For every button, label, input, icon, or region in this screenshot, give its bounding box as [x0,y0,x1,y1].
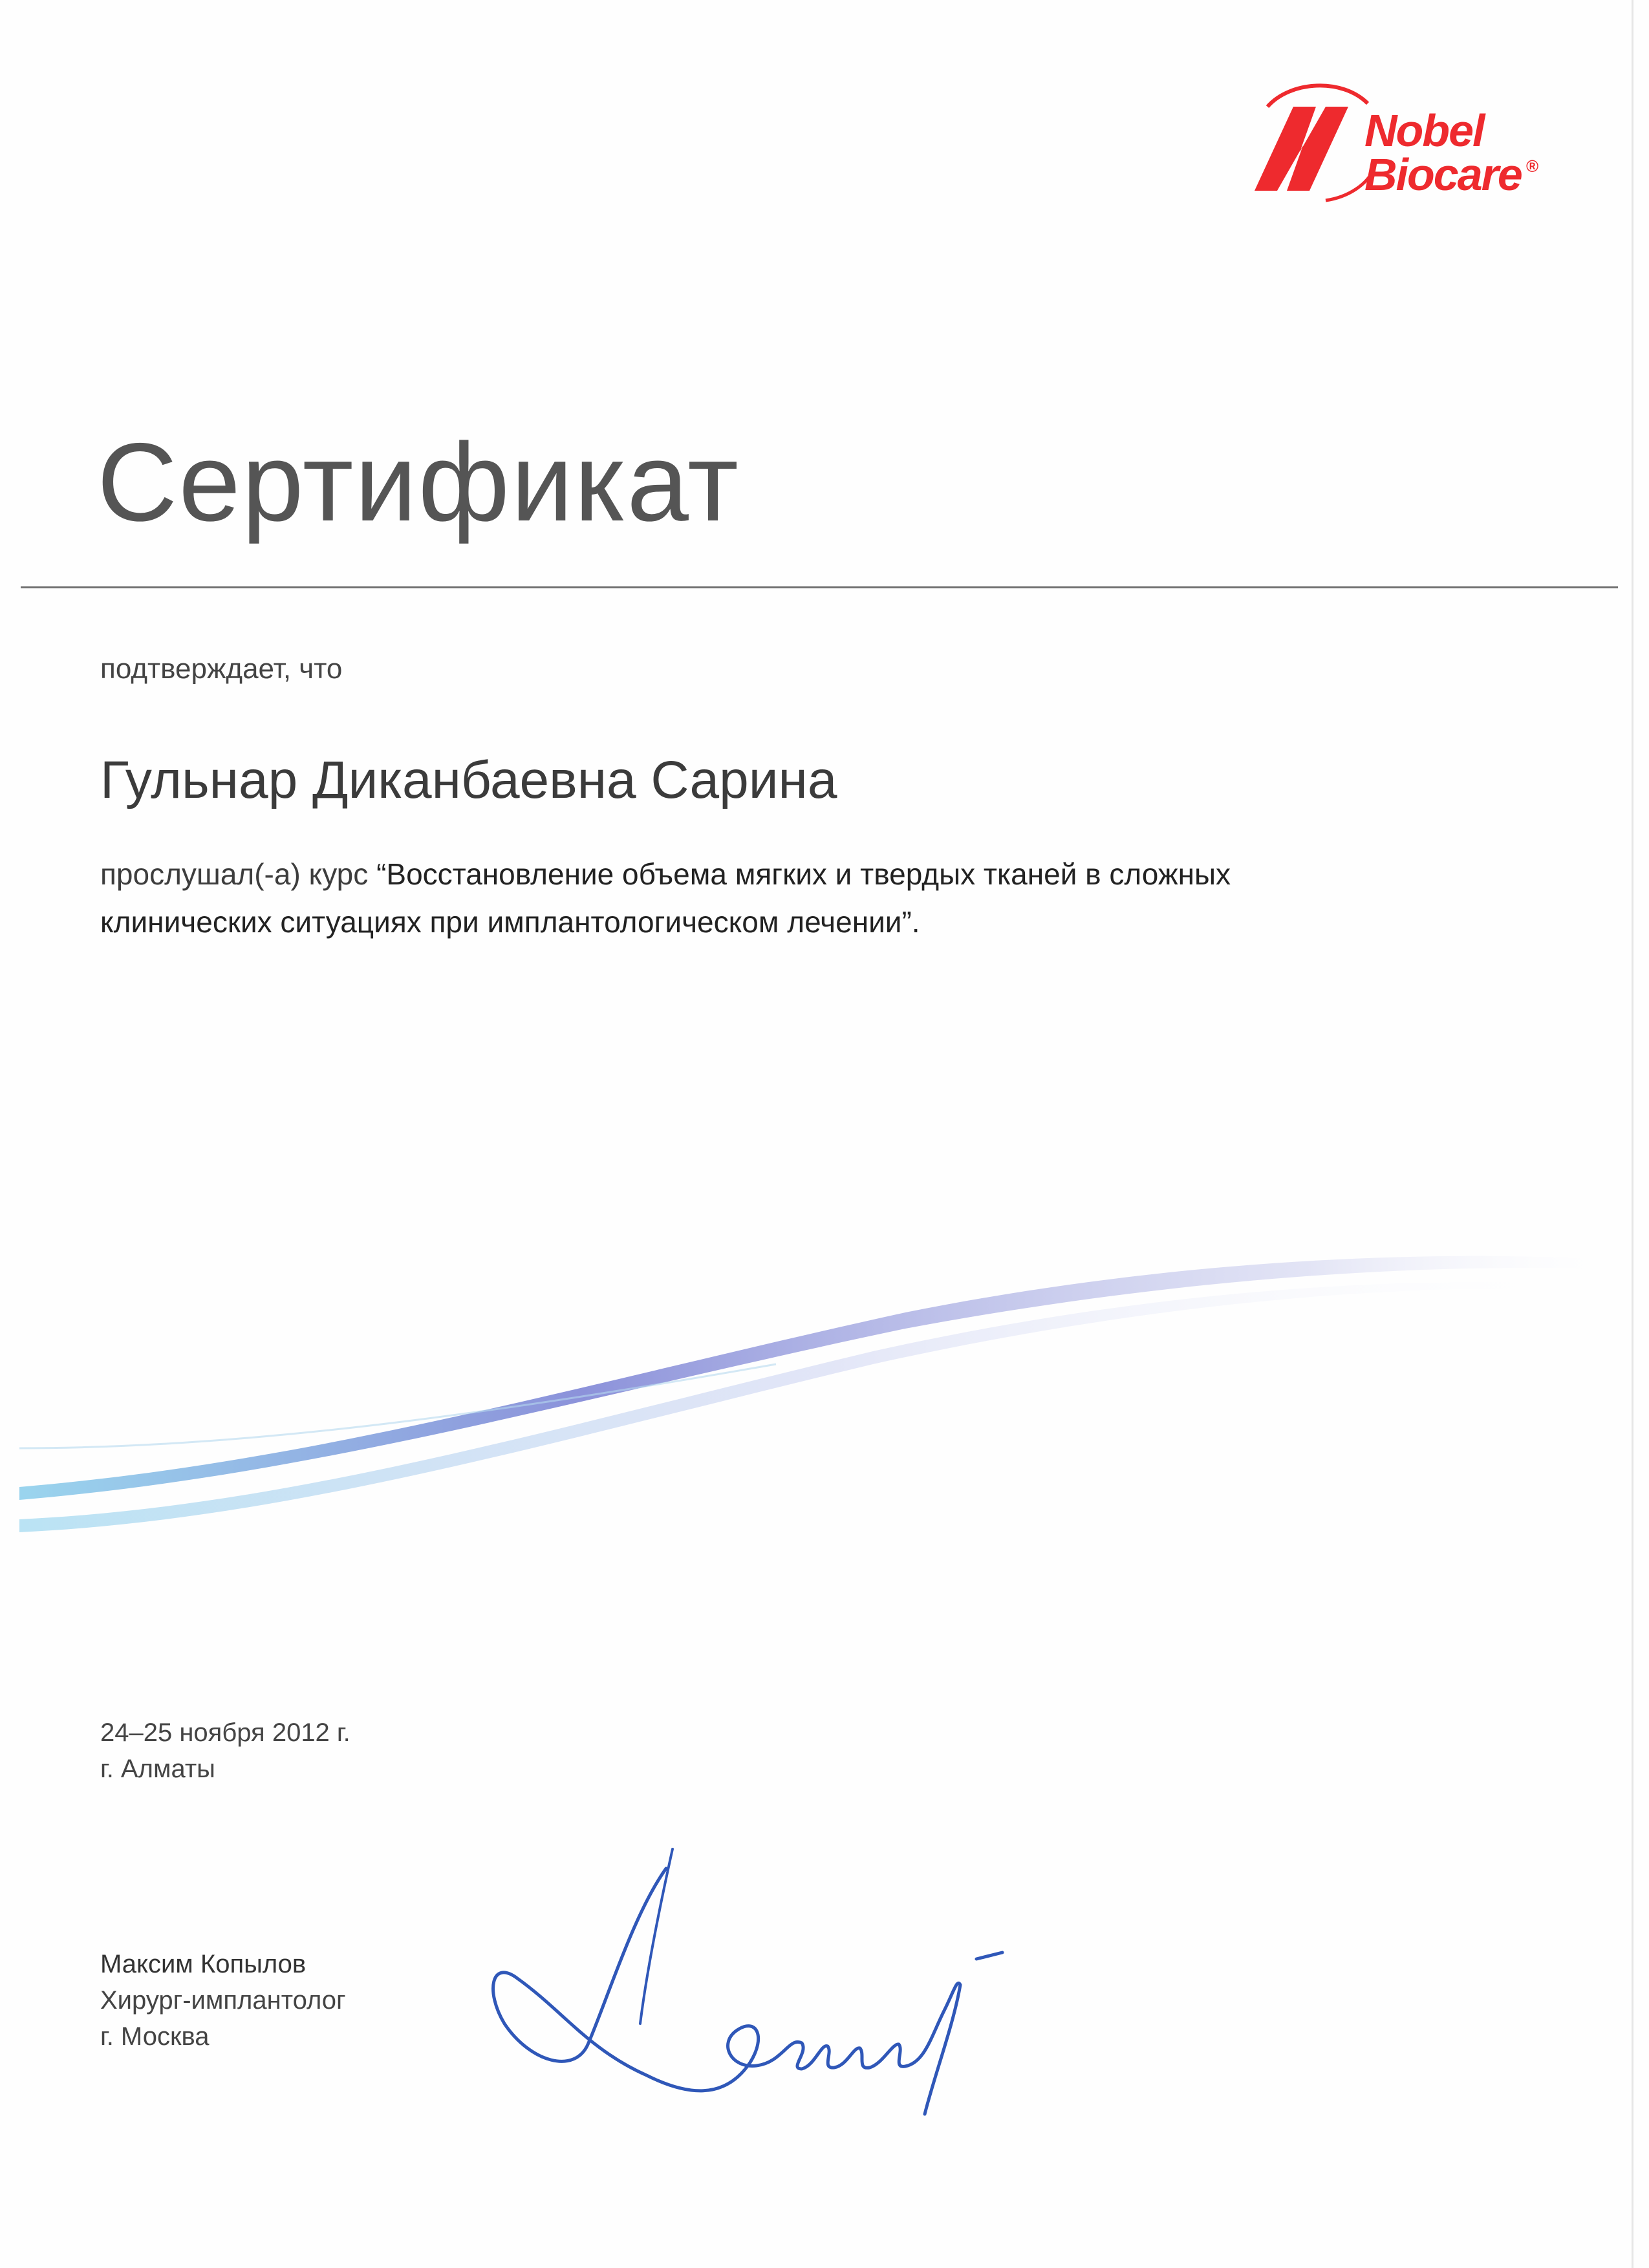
event-dates: 24–25 ноября 2012 г. [100,1718,350,1747]
signer-position: Хирург-имплантолог [100,1986,346,2015]
event-info [100,1715,350,1787]
logo-line1: Nobel [1364,105,1484,156]
registered-mark: ® [1526,156,1539,176]
page-edge [1632,0,1633,2268]
recipient-name: Гульнар Диканбаевна Сарина [100,751,837,809]
certificate-title: Сертификат [97,420,740,544]
title-divider [21,586,1618,588]
event-city: г. Алматы [100,1755,215,1783]
signer-block [100,1946,346,2055]
confirms-text: подтверждает, что [100,653,343,685]
signer-city: г. Москва [100,2022,210,2051]
signer-name: Максим Копылов [100,1950,307,1978]
decorative-wave [0,1215,1649,1578]
nobel-biocare-logo [1229,78,1552,226]
course-name: “Восстановление объема мягких и твердых тканей в сложных клинических ситуациях при имплантологическом лечении”. [100,857,1231,939]
logo-line2: Biocare [1364,149,1522,200]
handwritten-signature [479,1830,1158,2134]
course-lead: прослушал(-а) курс [100,857,369,891]
course-statement [100,850,1394,946]
logo-mark-icon [1229,78,1377,226]
